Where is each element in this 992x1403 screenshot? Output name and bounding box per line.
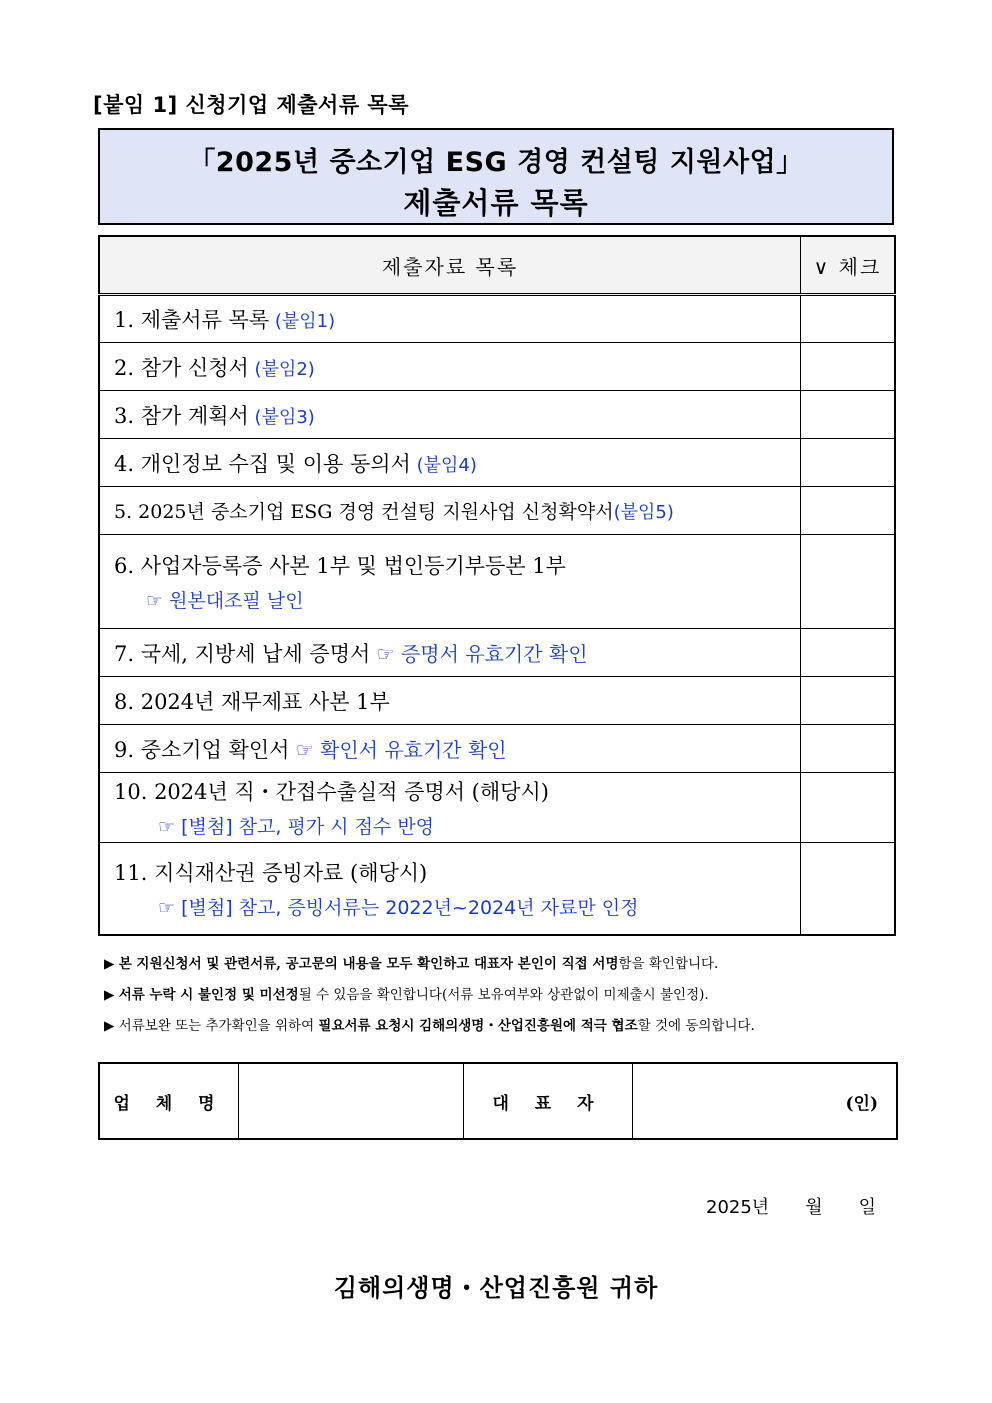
attachment-heading: [붙임 1] 신청기업 제출서류 목록	[93, 93, 409, 117]
table-row	[99, 677, 895, 725]
table-row	[99, 391, 895, 439]
table-header-row	[99, 236, 895, 295]
date-day: 일	[858, 1197, 876, 1218]
signature-table	[98, 1062, 898, 1140]
note-line: ▶ 서류 누락 시 불인정 및 미선정될 수 있음을 확인합니다(서류 보유여부와 상관없이 미제출시 불인정).	[104, 987, 709, 1003]
check-cell[interactable]	[801, 487, 896, 535]
title-line-2: 제출서류 목록	[403, 186, 589, 220]
check-cell[interactable]	[801, 535, 896, 629]
header-document-list: 제출자료 목록	[99, 236, 801, 295]
document-item: 8. 2024년 재무제표 사본 1부	[99, 677, 801, 725]
check-cell[interactable]	[801, 725, 896, 773]
table-row	[99, 535, 895, 629]
addressee: 김해의생명・산업진흥원 귀하	[333, 1273, 659, 1302]
representative-seal-field[interactable]: (인)	[633, 1063, 898, 1139]
check-cell[interactable]	[801, 391, 896, 439]
check-cell[interactable]	[801, 773, 896, 843]
note-line: ▶ 본 지원신청서 및 관련서류, 공고문의 내용을 모두 확인하고 대표자 본인이 직접 서명함을 확인합니다.	[104, 956, 719, 972]
company-name-label: 업 체 명	[99, 1063, 239, 1139]
confirmation-notes	[104, 950, 755, 1043]
document-item: 11. 지식재산권 증빙자료 (해당시) ☞ [별첨] 참고, 증빙서류는 2022년~2024년 자료만 인정	[99, 843, 801, 935]
title-box	[98, 128, 894, 225]
date-month: 월	[805, 1197, 823, 1218]
check-cell[interactable]	[801, 629, 896, 677]
document-item: 6. 사업자등록증 사본 1부 및 법인등기부등본 1부 ☞ 원본대조필 날인	[99, 535, 801, 629]
document-item: 3. 참가 계획서 (붙임3)	[99, 391, 801, 439]
document-item: 7. 국세, 지방세 납세 증명서 ☞ 증명서 유효기간 확인	[99, 629, 801, 677]
documents-table	[98, 235, 896, 936]
header-check: ∨ 체크	[801, 236, 896, 295]
check-cell[interactable]	[801, 295, 896, 343]
note-line: ▶ 서류보완 또는 추가확인을 위하여 필요서류 요청시 김해의생명・산업진흥원에 적극 협조할 것에 동의합니다.	[104, 1018, 755, 1034]
document-item: 4. 개인정보 수집 및 이용 동의서 (붙임4)	[99, 439, 801, 487]
table-row	[99, 343, 895, 391]
table-row	[99, 725, 895, 773]
table-row	[99, 439, 895, 487]
document-item: 9. 중소기업 확인서 ☞ 확인서 유효기간 확인	[99, 725, 801, 773]
company-name-field[interactable]	[239, 1063, 464, 1139]
title-line-1: 「2025년 중소기업 ESG 경영 컨설팅 지원사업」	[188, 147, 804, 178]
check-cell[interactable]	[801, 843, 896, 935]
check-cell[interactable]	[801, 677, 896, 725]
item-subnote: ☞ 원본대조필 날인	[146, 590, 304, 612]
representative-label: 대 표 자	[464, 1063, 633, 1139]
document-item: 2. 참가 신청서 (붙임2)	[99, 343, 801, 391]
document-item: 10. 2024년 직・간접수출실적 증명서 (해당시) ☞ [별첨] 참고, 평가 시 점수 반영	[99, 773, 801, 843]
date-year: 2025년	[706, 1197, 770, 1218]
table-row	[99, 843, 895, 935]
check-cell[interactable]	[801, 439, 896, 487]
check-cell[interactable]	[801, 343, 896, 391]
table-row	[99, 773, 895, 843]
table-row	[99, 629, 895, 677]
date-line	[706, 1193, 876, 1219]
table-row	[99, 295, 895, 343]
document-item: 1. 제출서류 목록 (붙임1)	[99, 295, 801, 343]
item-subnote: ☞ [별첨] 참고, 평가 시 점수 반영	[158, 816, 435, 838]
table-row	[99, 487, 895, 535]
document-item: 5. 2025년 중소기업 ESG 경영 컨설팅 지원사업 신청확약서(붙임5)	[99, 487, 801, 535]
item-subnote: ☞ [별첨] 참고, 증빙서류는 2022년~2024년 자료만 인정	[158, 896, 639, 919]
